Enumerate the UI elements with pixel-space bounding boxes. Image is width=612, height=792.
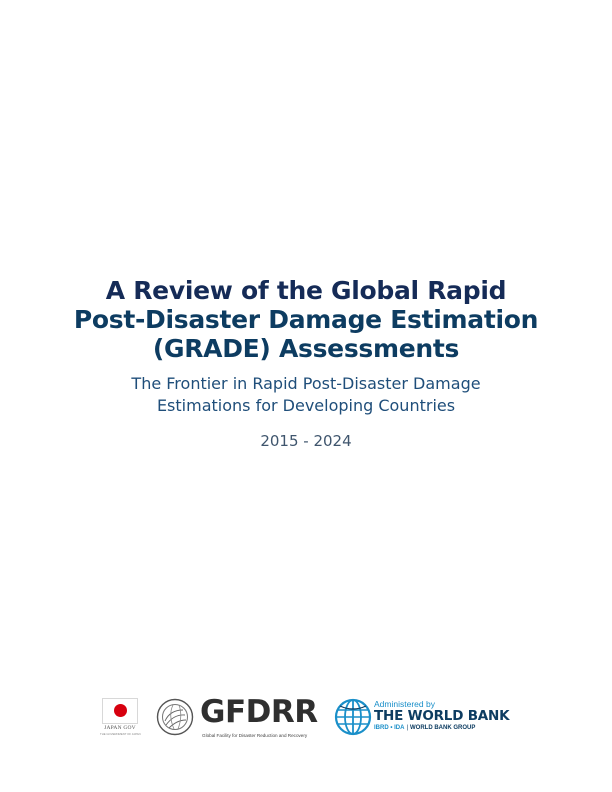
world-bank-group-label: WORLD BANK GROUP	[410, 725, 476, 731]
subtitle-line-1: The Frontier in Rapid Post-Disaster Damage	[131, 374, 481, 393]
administered-by-label: Administered by	[374, 699, 435, 709]
title-line-3: (GRADE) Assessments	[152, 334, 460, 363]
world-bank-logo	[334, 698, 520, 742]
gfdrr-globe-icon	[156, 698, 194, 736]
japan-flag-icon	[102, 698, 138, 724]
gfdrr-logo	[156, 696, 322, 742]
report-subtitle	[0, 373, 612, 417]
title-line-2: Post-Disaster Damage Estimation	[73, 305, 539, 334]
date-range: 2015 - 2024	[260, 432, 352, 450]
world-bank-wordmark: THE WORLD BANK	[374, 708, 510, 724]
rising-sun-icon	[114, 704, 127, 717]
title-line-1: A Review of the Global Rapid	[105, 276, 507, 305]
world-bank-subline	[374, 725, 475, 731]
subtitle-line-2: Estimations for Developing Countries	[156, 396, 456, 415]
japan-gov-logo	[100, 698, 140, 738]
report-title	[0, 276, 612, 363]
gfdrr-wordmark: GFDRR	[200, 694, 318, 730]
gfdrr-tagline: Global Facility for Disaster Reduction and Recovery	[202, 733, 308, 738]
partner-logos	[0, 690, 612, 750]
japan-gov-label: JAPAN GOV	[104, 725, 136, 731]
ibrd-ida-label: IBRD • IDA	[374, 725, 405, 731]
separator: |	[406, 725, 408, 731]
japan-gov-sublabel: THE GOVERNMENT OF JAPAN	[100, 732, 141, 736]
world-bank-globe-icon	[334, 698, 372, 736]
